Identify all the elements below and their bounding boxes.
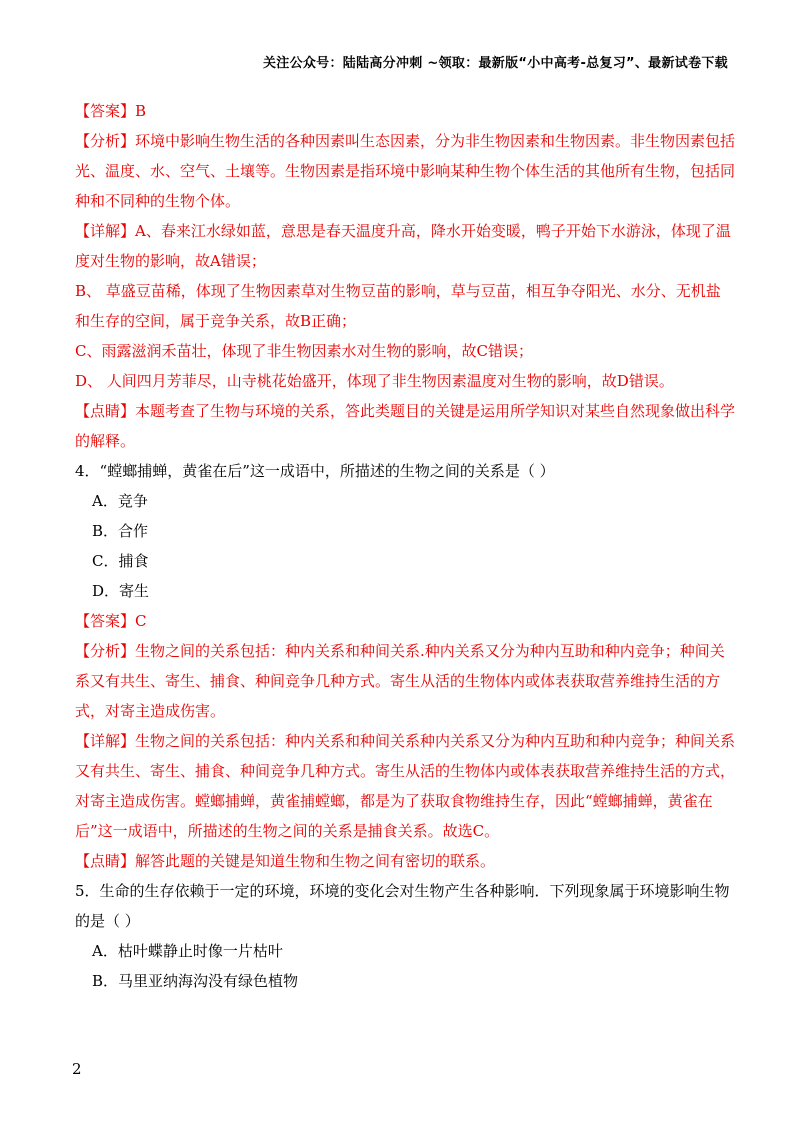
comment-3: 【点睛】本题考查了生物与环境的关系，答此类题目的关键是运用所学知识对某些自然现象做出科学的解释。 [75,402,736,450]
explanation-3-a: 【详解】A、春来江水绿如蓝，意思是春天温度升高，降水开始变暖，鸭子开始下水游泳，体现了温度对生物的影响，故A错误； [75,222,731,270]
explanation-3-b: B、 草盛豆苗稀，体现了生物因素草对生物豆苗的影响，草与豆苗，相互争夺阳光、水分、无机盐和生存的空间，属于竞争关系，故B正确； [75,282,721,330]
question-5-option-b: B．马里亚纳海沟没有绿色植物 [92,972,299,990]
question-4-option-b: B．合作 [92,522,149,540]
question-4-option-d: D．寄生 [92,582,150,600]
answer-4: 【答案】C [75,612,147,630]
document-body [75,96,735,996]
explanation-3-c: C、雨露滋润禾苗壮，体现了非生物因素水对生物的影响，故C错误； [75,342,533,360]
answer-3: 【答案】B [75,102,147,120]
question-5-option-a: A．枯叶蝶静止时像一片枯叶 [92,942,283,960]
question-4-option-c: C．捕食 [92,552,149,570]
explanation-4: 【详解】生物之间的关系包括：种内关系和种间关系种内关系又分为种内互助和种内竞争；种间关系又有共生、寄生、捕食、种间竞争几种方式。寄生从活的生物体内或体表获取营养维持生活的方式，对寄主造成伤害。螳螂捕蝉，黄雀捕螳螂，都是为了获取食物维持生存，因此“螳螂捕蝉，黄雀在后”这一成语中，所描述的生物之间的关系是捕食关系。故选C。 [75,732,736,840]
analysis-3: 【分析】环境中影响生物生活的各种因素叫生态因素，分为非生物因素和生物因素。非生物因素包括光、温度、水、空气、土壤等。生物因素是指环境中影响某种生物个体生活的其他所有生物，包括同种和不同种的生物个体。 [75,132,736,210]
page-header: 关注公众号：陆陆高分冲刺 ~领取：最新版“小中高考-总复习”、最新试卷下载 [262,56,728,71]
comment-4: 【点睛】解答此题的关键是知道生物和生物之间有密切的联系。 [75,852,496,870]
question-4: 4．“螳螂捕蝉，黄雀在后”这一成语中，所描述的生物之间的关系是（ ） [75,462,555,480]
explanation-3-d: D、 人间四月芳菲尽，山寺桃花始盛开，体现了非生物因素温度对生物的影响，故D错误。 [75,372,674,390]
page-number: 2 [72,1060,82,1078]
analysis-4: 【分析】生物之间的关系包括：种内关系和种间关系.种内关系又分为种内互助和种内竞争；种间关系又有共生、寄生、捕食、种间竞争几种方式。寄生从活的生物体内或体表获取营养维持生活的方式，对寄主造成伤害。 [75,642,725,720]
question-5: 5．生命的生存依赖于一定的环境，环境的变化会对生物产生各种影响．下列现象属于环境影响生物的是（ ） [75,882,730,930]
question-4-option-a: A．竞争 [92,492,148,510]
